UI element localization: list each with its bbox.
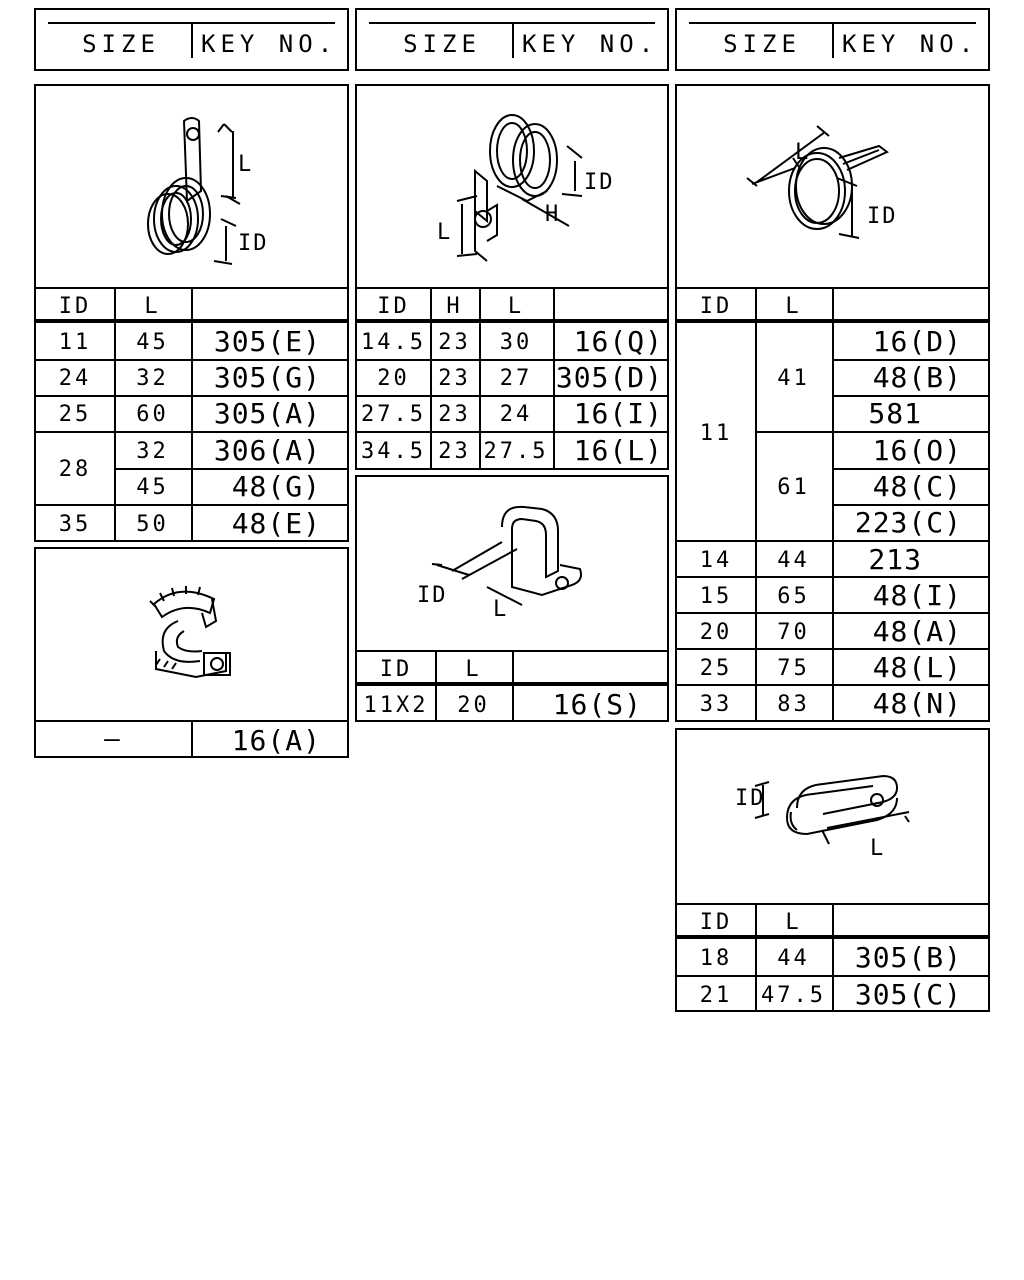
dim-label-L: L xyxy=(493,597,509,622)
table-cell: 11 xyxy=(58,330,92,355)
key-no-cell: 48(I) xyxy=(872,579,962,612)
dim-label-ID: ID xyxy=(735,786,766,811)
table-cell: 60 xyxy=(136,402,169,427)
table-cell: 44 xyxy=(777,548,810,573)
dim-label-ID: ID xyxy=(867,204,898,229)
col-header-id: ID xyxy=(377,294,410,319)
col-header-h: H xyxy=(446,294,463,319)
table-cell: 47.5 xyxy=(761,983,826,1008)
size-dash: — xyxy=(104,724,123,754)
key-no-cell: 48(L) xyxy=(872,651,962,684)
table-cell: 24 xyxy=(58,366,92,391)
dim-label-L: L xyxy=(870,836,886,861)
col-header-l: L xyxy=(785,910,802,935)
panel-1b xyxy=(34,547,349,758)
panel-3 xyxy=(675,84,990,722)
table-cell: 25 xyxy=(58,402,92,427)
table-cell: 23 xyxy=(438,439,471,464)
key-no-header: KEY NO. xyxy=(842,30,979,58)
header-col1 xyxy=(34,8,349,71)
table-cell: 32 xyxy=(136,439,169,464)
table-cell: 61 xyxy=(777,475,810,500)
table-cell: 14 xyxy=(699,548,733,573)
table-cell: 14.5 xyxy=(361,330,426,355)
table-cell: 21 xyxy=(699,983,733,1008)
snap-clip-illustration xyxy=(36,549,351,722)
key-no-cell: 223(C) xyxy=(854,506,962,539)
table-cell: 27.5 xyxy=(361,402,426,427)
key-no-cell: 48(N) xyxy=(872,687,962,720)
key-no-cell: 16(I) xyxy=(573,397,663,430)
header-col2 xyxy=(355,8,669,71)
key-no-cell: 305(D) xyxy=(555,361,663,394)
table-cell: 45 xyxy=(136,330,169,355)
key-no-cell: 16(S) xyxy=(552,688,642,721)
table-cell: 11 xyxy=(699,421,733,446)
band-clamp-illustration xyxy=(677,86,992,291)
key-no-header: KEY NO. xyxy=(201,30,338,58)
table-cell: 32 xyxy=(136,366,169,391)
key-no-cell: 48(G) xyxy=(231,470,321,503)
col-header-id: ID xyxy=(699,294,733,319)
table-cell: 24 xyxy=(499,402,533,427)
table-cell: 65 xyxy=(777,584,810,609)
col-header-id: ID xyxy=(379,657,413,682)
panel-2b xyxy=(355,475,669,722)
table-cell: 27.5 xyxy=(483,439,549,464)
key-no-cell: 306(A) xyxy=(213,434,321,467)
table-cell: 35 xyxy=(58,512,92,537)
table-cell: 45 xyxy=(136,475,169,500)
key-no-cell: 48(E) xyxy=(231,507,321,540)
panel-2 xyxy=(355,84,669,470)
key-no-cell: 581 xyxy=(868,397,922,430)
header-col3 xyxy=(675,8,990,71)
bracket-clamp-illustration xyxy=(357,86,671,291)
table-cell: 23 xyxy=(438,402,471,427)
panel-1 xyxy=(34,84,349,542)
table-cell: 20 xyxy=(377,366,410,391)
col-header-l: L xyxy=(507,294,525,319)
table-cell: 11X2 xyxy=(363,693,429,718)
table-cell: 27 xyxy=(499,366,533,391)
key-no-cell: 305(C) xyxy=(854,978,962,1011)
eye-clamp-illustration xyxy=(36,86,351,291)
key-no-cell: 16(Q) xyxy=(573,325,663,358)
table-cell: 20 xyxy=(699,620,733,645)
table-cell: 28 xyxy=(58,457,92,482)
p-clip-illustration xyxy=(357,477,671,650)
panel-4 xyxy=(675,728,990,1012)
table-cell: 23 xyxy=(438,330,471,355)
table-cell: 50 xyxy=(136,512,169,537)
col-header-l: L xyxy=(785,294,802,319)
table-cell: 20 xyxy=(457,693,490,718)
key-no-cell: 48(C) xyxy=(872,470,962,503)
dim-label-ID: ID xyxy=(417,583,448,608)
key-no-cell: 305(A) xyxy=(213,397,321,430)
dim-label-H: H xyxy=(545,202,561,227)
size-header: SIZE xyxy=(403,30,481,58)
table-cell: 33 xyxy=(699,692,733,717)
table-cell: 75 xyxy=(777,656,810,681)
table-cell: 23 xyxy=(438,366,471,391)
table-cell: 30 xyxy=(499,330,533,355)
size-header: SIZE xyxy=(82,30,160,58)
dim-label-L: L xyxy=(437,220,453,245)
key-no-cell: 16(L) xyxy=(573,434,663,467)
dim-label-ID: ID xyxy=(238,231,269,256)
col-header-id: ID xyxy=(699,910,733,935)
key-no-cell: 305(G) xyxy=(213,361,321,394)
dim-label-L: L xyxy=(795,140,811,165)
size-header: SIZE xyxy=(723,30,801,58)
key-no-header: KEY NO. xyxy=(522,30,659,58)
key-no-cell: 305(E) xyxy=(213,325,321,358)
key-no-cell: 48(A) xyxy=(872,615,962,648)
table-cell: 44 xyxy=(777,946,810,971)
key-no-cell: 213 xyxy=(868,543,922,576)
dim-label-ID: ID xyxy=(584,170,615,195)
col-header-l: L xyxy=(465,657,482,682)
key-no-cell: 305(B) xyxy=(854,941,962,974)
col-header-l: L xyxy=(144,294,161,319)
key-no-cell: 16(O) xyxy=(872,434,962,467)
table-cell: 18 xyxy=(699,946,733,971)
dim-label-L: L xyxy=(238,152,254,177)
table-cell: 41 xyxy=(777,366,810,391)
key-no-cell: 16(D) xyxy=(872,325,962,358)
table-cell: 70 xyxy=(777,620,810,645)
col-header-id: ID xyxy=(58,294,92,319)
table-cell: 83 xyxy=(777,692,810,717)
table-cell: 15 xyxy=(699,584,733,609)
table-cell: 25 xyxy=(699,656,733,681)
loop-clip-illustration xyxy=(677,730,992,903)
key-no-cell: 16(A) xyxy=(231,724,321,757)
key-no-cell: 48(B) xyxy=(872,361,962,394)
table-cell: 34.5 xyxy=(361,439,426,464)
